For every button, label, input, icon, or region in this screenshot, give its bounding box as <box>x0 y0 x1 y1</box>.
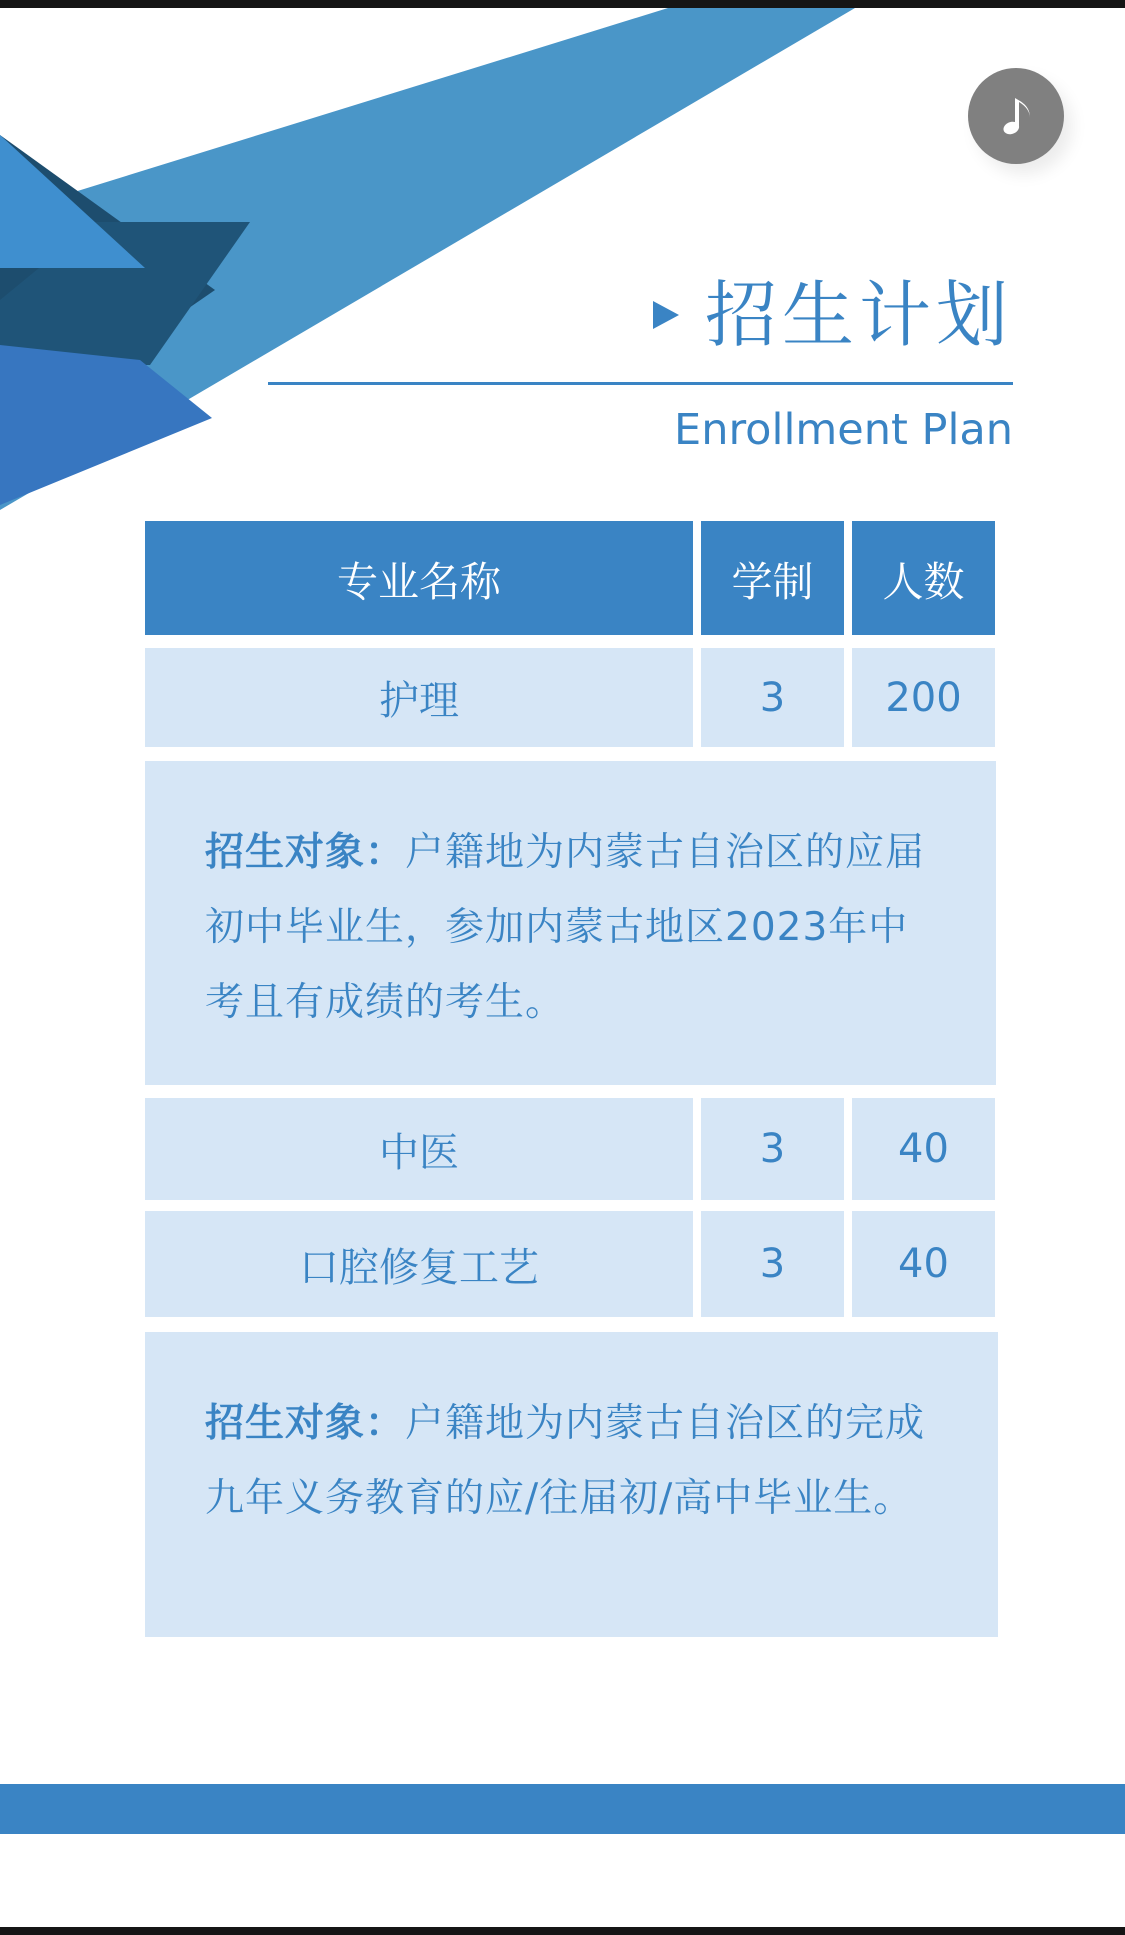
note-body: 户籍地为内蒙古自治区的完成九年义务教育的应/往届初/高中毕业生。 <box>205 1401 926 1521</box>
note-label: 招生对象： <box>205 1401 406 1446</box>
enrollment-note <box>145 761 996 1085</box>
footer-band <box>0 1784 1125 1834</box>
note-body: 户籍地为内蒙古自治区的应届初中毕业生，参加内蒙古地区2023年中考且有成绩的考生。 <box>205 830 926 1025</box>
enrollment-note <box>145 1332 998 1637</box>
table-cell-years: 3 <box>701 1211 844 1317</box>
page-subtitle: Enrollment Plan <box>674 405 1013 455</box>
table-cell-years: 3 <box>701 1098 844 1200</box>
table-cell-count: 200 <box>852 648 995 747</box>
title-triangle-icon <box>653 301 679 329</box>
music-note-icon <box>986 86 1046 146</box>
page-title: 招生计划 <box>704 273 1013 357</box>
note-text <box>205 1386 945 1536</box>
music-toggle-button[interactable] <box>968 68 1064 164</box>
title-divider <box>268 382 1013 385</box>
table-cell-major: 口腔修复工艺 <box>145 1211 693 1317</box>
bottom-edge-bar <box>0 1927 1125 1935</box>
table-cell-years: 3 <box>701 648 844 747</box>
column-header-years: 学制 <box>701 521 844 635</box>
table-cell-major: 护理 <box>145 648 693 747</box>
table-cell-count: 40 <box>852 1211 995 1317</box>
table-cell-count: 40 <box>852 1098 995 1200</box>
table-cell-major: 中医 <box>145 1098 693 1200</box>
column-header-major: 专业名称 <box>145 521 693 635</box>
note-label: 招生对象： <box>205 830 406 875</box>
column-header-count: 人数 <box>852 521 995 635</box>
note-text <box>205 815 945 1040</box>
